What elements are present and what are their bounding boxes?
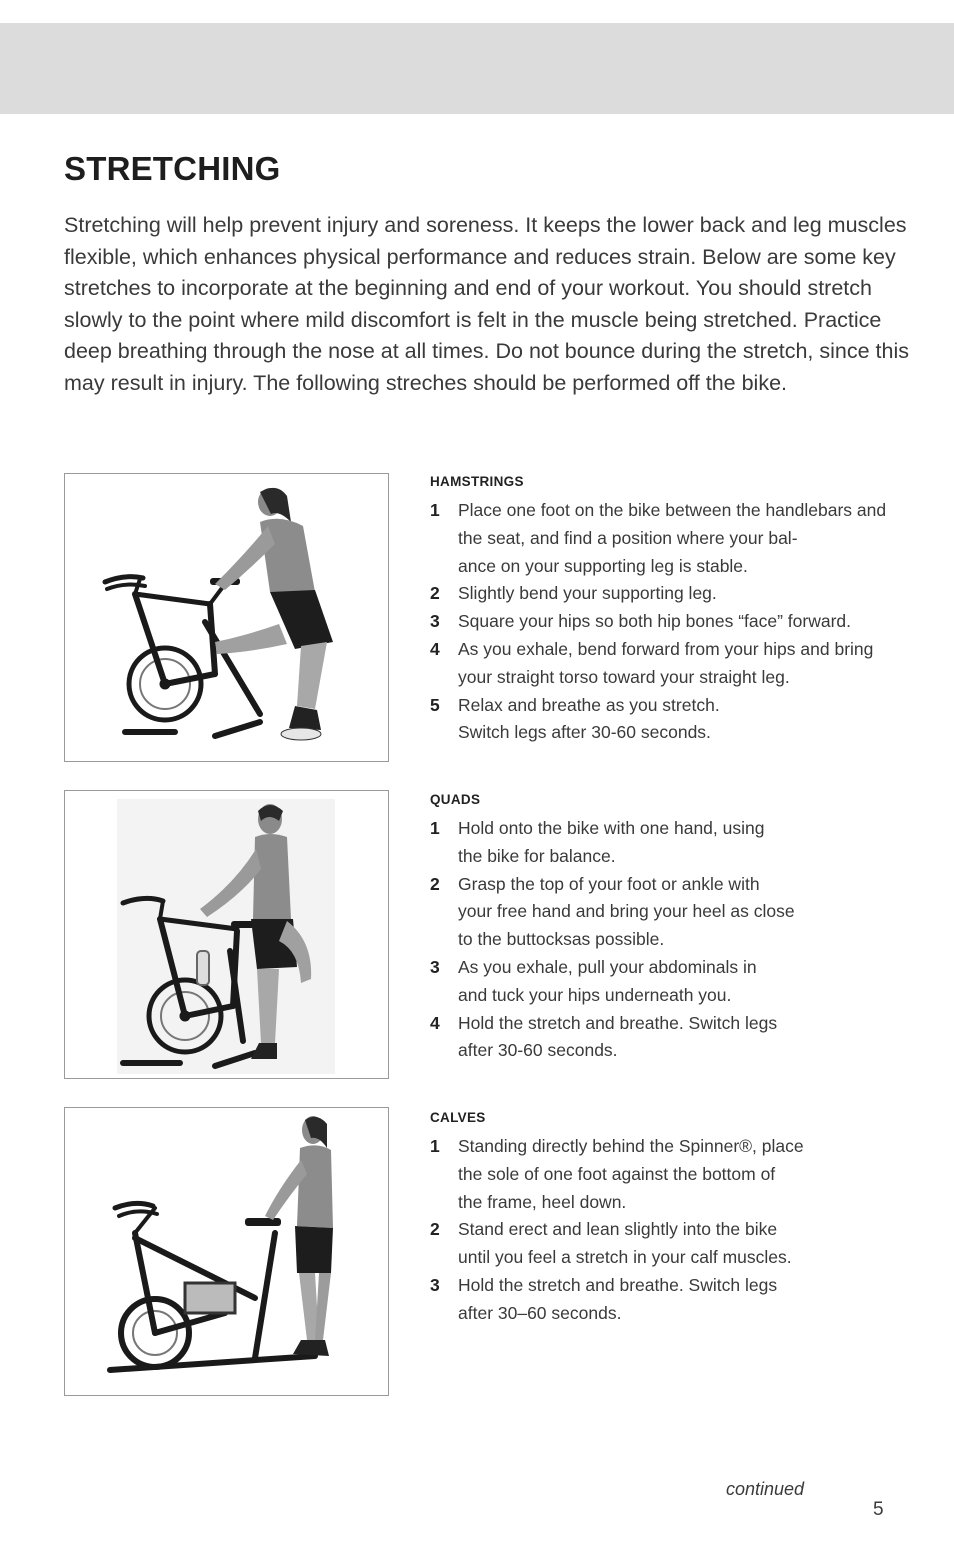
step-item bbox=[430, 692, 930, 748]
section-heading: QUADS bbox=[430, 792, 481, 807]
step-text: Place one foot on the bike between the handlebars and the seat, and find a position where your bal- ance on your supporting leg is stable. bbox=[458, 500, 887, 576]
step-number: 3 bbox=[430, 1274, 440, 1295]
step-number: 4 bbox=[430, 1012, 440, 1033]
step-number: 2 bbox=[430, 1219, 440, 1240]
page-title: STRETCHING bbox=[64, 150, 281, 187]
step-item bbox=[430, 1272, 930, 1328]
step-text: Hold the stretch and breathe. Switch legs after 30-60 seconds. bbox=[458, 1012, 778, 1061]
step-text: As you exhale, pull your abdominals in and tuck your hips underneath you. bbox=[458, 956, 757, 1005]
quads-illustration bbox=[65, 791, 389, 1079]
step-item bbox=[430, 1133, 930, 1216]
step-text: Relax and breathe as you stretch. Switch legs after 30-60 seconds. bbox=[458, 694, 720, 743]
step-item bbox=[430, 1216, 930, 1272]
continued-note: continued bbox=[726, 1479, 805, 1499]
step-text: Square your hips so both hip bones “face” forward. bbox=[458, 611, 851, 632]
step-number: 3 bbox=[430, 611, 440, 632]
step-item bbox=[430, 497, 930, 580]
step-item bbox=[430, 954, 930, 1010]
step-number: 1 bbox=[430, 818, 440, 838]
hamstrings-photo bbox=[64, 473, 389, 762]
step-item bbox=[430, 580, 930, 608]
step-item bbox=[430, 1010, 930, 1066]
step-number: 5 bbox=[430, 694, 440, 715]
section-heading: HAMSTRINGS bbox=[430, 474, 524, 489]
step-number: 3 bbox=[430, 956, 440, 977]
calves-illustration bbox=[65, 1108, 389, 1396]
page-number: 5 bbox=[873, 1499, 884, 1520]
step-item bbox=[430, 608, 930, 636]
step-number: 4 bbox=[430, 638, 440, 659]
hamstrings-illustration bbox=[65, 474, 389, 762]
step-item bbox=[430, 871, 930, 954]
step-text: As you exhale, bend forward from your hips and bring your straight torso toward your straight leg. bbox=[458, 638, 874, 687]
step-text: Stand erect and lean slightly into the bike until you feel a stretch in your calf muscles. bbox=[458, 1219, 792, 1268]
quads-section bbox=[430, 789, 930, 1065]
calves-section bbox=[430, 1107, 930, 1328]
step-number: 2 bbox=[430, 873, 440, 894]
section-heading: CALVES bbox=[430, 1110, 486, 1125]
quads-photo bbox=[64, 790, 389, 1079]
step-text: Hold onto the bike with one hand, using the bike for balance. bbox=[458, 818, 765, 866]
step-text: Slightly bend your supporting leg. bbox=[458, 583, 717, 604]
step-number: 2 bbox=[430, 583, 440, 604]
header-band bbox=[0, 23, 954, 114]
step-number: 1 bbox=[430, 1136, 440, 1156]
step-text: Grasp the top of your foot or ankle with your free hand and bring your heel as close to the buttocksas possible. bbox=[458, 873, 795, 950]
step-text: Standing directly behind the Spinner®, place the sole of one foot against the bottom of the frame, heel down. bbox=[458, 1136, 804, 1212]
calves-photo bbox=[64, 1107, 389, 1396]
step-item bbox=[430, 636, 930, 692]
step-text: Hold the stretch and breathe. Switch legs after 30–60 seconds. bbox=[458, 1274, 778, 1323]
hamstrings-section bbox=[430, 471, 930, 747]
step-number: 1 bbox=[430, 500, 440, 520]
intro-paragraph: Stretching will help prevent injury and soreness. It keeps the lower back and leg muscles flexible, which enhances physical performance and reduces strain. Below are some key stretches to incorporate at the beginning and end of your workout. You should stretch slowly to the point where mild discomfort is felt in the muscle being stretched. Practice deep breathing through the nose at all times. Do not bounce during the stretch, since this may result in injury. The following streches should be performed off the bike. bbox=[64, 213, 909, 395]
step-item bbox=[430, 815, 930, 871]
